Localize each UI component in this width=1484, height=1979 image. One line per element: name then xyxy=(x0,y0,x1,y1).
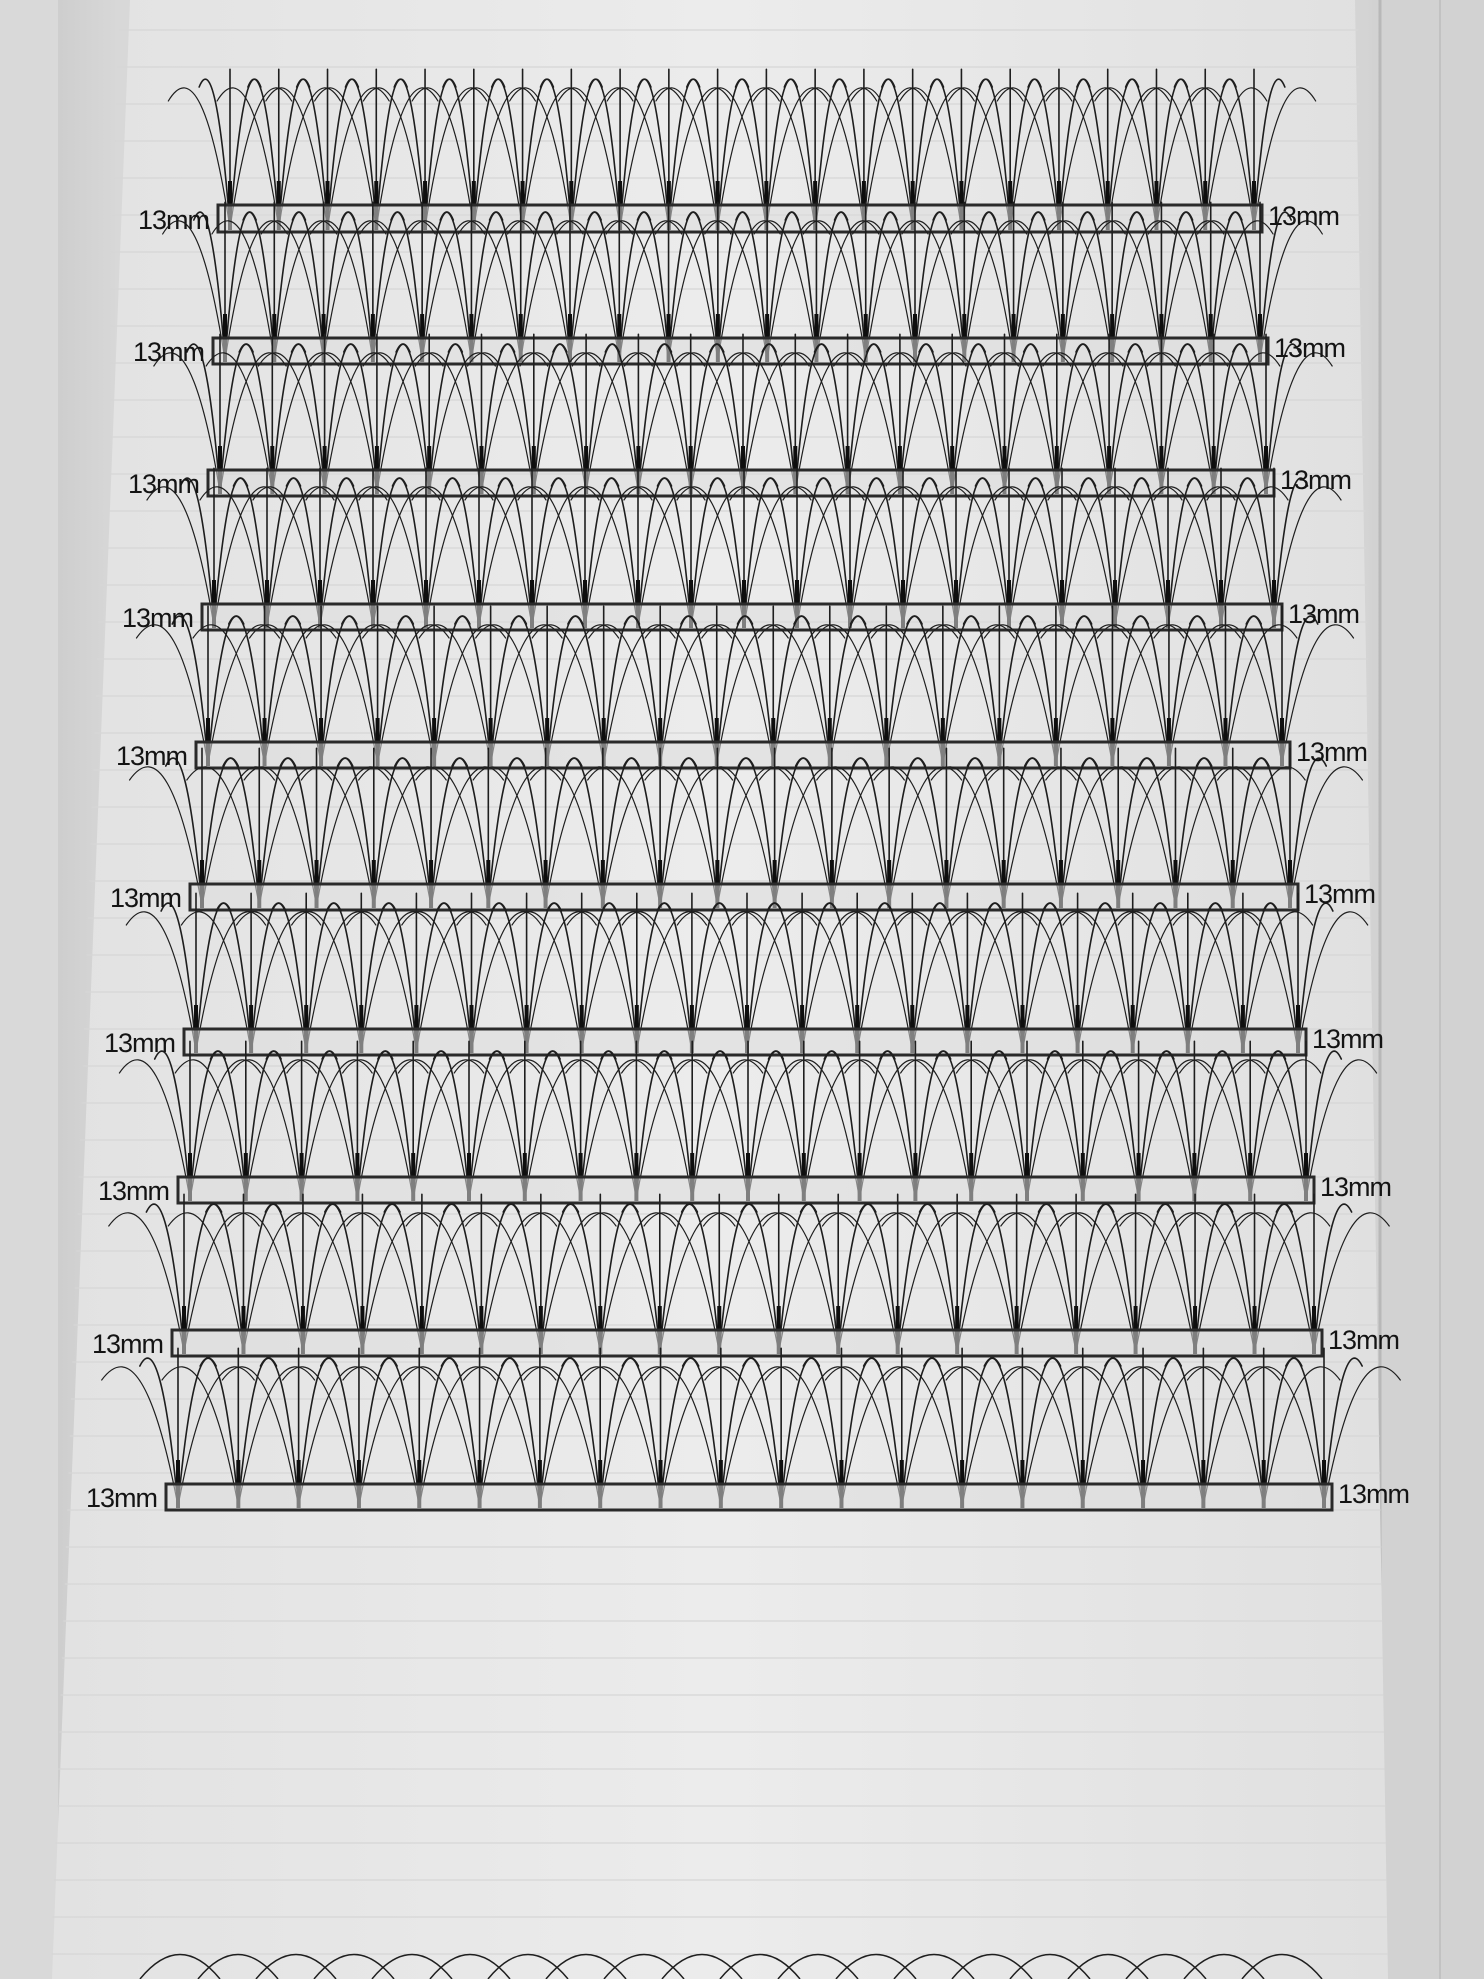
lash-strip xyxy=(218,205,1262,232)
lash-strip xyxy=(184,1029,1306,1055)
row-length-label-right: 13mm xyxy=(1280,465,1352,495)
row-length-label-right: 13mm xyxy=(1296,737,1368,767)
lash-strip xyxy=(178,1177,1314,1203)
row-length-label-left: 13mm xyxy=(138,204,210,235)
row-length-label-left: 13mm xyxy=(133,337,205,367)
row-length-label-left: 13mm xyxy=(104,1028,176,1058)
lash-strip xyxy=(166,1484,1332,1510)
tray-frame-left xyxy=(0,0,58,1979)
lash-strip xyxy=(190,884,1298,910)
row-length-label-right: 13mm xyxy=(1288,599,1360,629)
lash-strip xyxy=(196,742,1290,768)
row-length-label-left: 13mm xyxy=(92,1329,164,1359)
row-length-label-left: 13mm xyxy=(128,469,200,499)
row-length-label-right: 13mm xyxy=(1312,1024,1384,1054)
row-length-label-left: 13mm xyxy=(86,1483,158,1513)
row-length-label-right: 13mm xyxy=(1268,200,1340,231)
row-length-label-right: 13mm xyxy=(1274,333,1346,363)
row-length-label-left: 13mm xyxy=(116,741,188,771)
row-length-label-left: 13mm xyxy=(98,1176,170,1206)
row-length-label-left: 13mm xyxy=(110,883,182,913)
row-length-label-right: 13mm xyxy=(1338,1479,1410,1509)
row-length-label-left: 13mm xyxy=(122,603,194,633)
row-length-label-right: 13mm xyxy=(1304,879,1376,909)
lash-strip xyxy=(208,470,1274,496)
row-length-label-right: 13mm xyxy=(1320,1172,1392,1202)
row-length-label-right: 13mm xyxy=(1328,1325,1400,1355)
lash-strip xyxy=(172,1330,1322,1356)
tray-frame-right xyxy=(1380,0,1484,1979)
